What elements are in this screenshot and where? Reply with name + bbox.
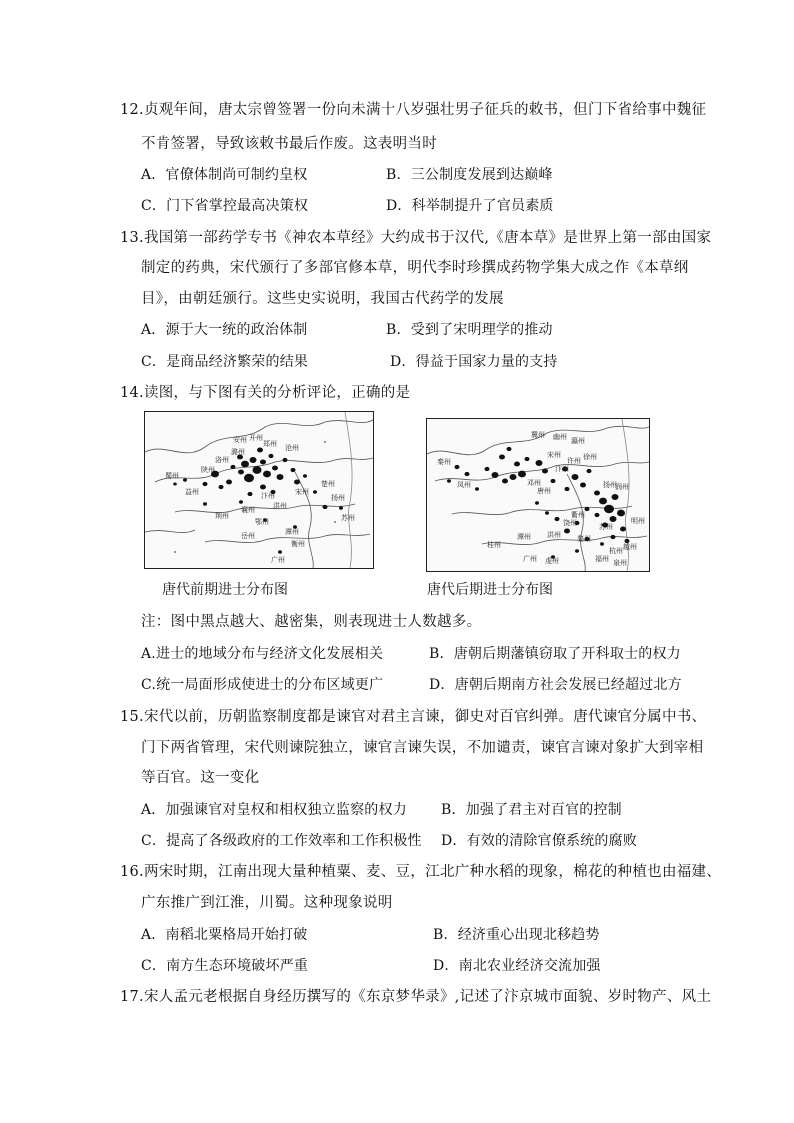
q14-stem-line-1: 14.读图，与下图有关的分析评论，正确的是 [120, 385, 411, 401]
map-place-label: 洪州 [547, 531, 561, 539]
map-place-label: 潭州 [285, 528, 299, 536]
q16-option-b: B．经济重心出现北移趋势 [433, 927, 600, 943]
map-place-label: 宋州 [295, 488, 309, 496]
map-place-label: 桂州 [487, 541, 501, 549]
jinshi-dot [499, 454, 505, 459]
map-place-label: 唐州 [537, 487, 551, 495]
jinshi-dot [604, 505, 614, 514]
map-place-label: 襄州 [241, 506, 255, 514]
jinshi-dot [599, 498, 607, 505]
map-place-label: 益州 [185, 488, 199, 496]
jinshi-dot [565, 487, 570, 491]
q13-stem-line-3: 目》，由朝廷颁行。这些史实说明，我国古代药学的发展 [141, 291, 504, 307]
map-place-label: 徐州 [583, 453, 597, 461]
jinshi-dot [250, 457, 257, 463]
jinshi-dot [277, 474, 284, 480]
q15-stem-line-1: 15.宋代以前，历朝监察制度都是谏官对君主言谏，御史对百官纠弹。唐代谏官分属中书、 [120, 709, 707, 725]
jinshi-dot [620, 526, 626, 531]
q12-stem-line-2: 不肯签署，导致该敕书最后作废。这表明当时 [141, 136, 437, 152]
map-tang-early-jinshi [144, 411, 374, 569]
map-place-label: 越州 [623, 543, 637, 551]
map-place-label: 鄂州 [255, 518, 269, 526]
jinshi-dot [610, 516, 617, 522]
jinshi-dot [510, 474, 517, 480]
jinshi-dot [587, 469, 592, 473]
map-tang-late-jinshi [426, 418, 650, 572]
map-place-label: 邓州 [527, 479, 541, 487]
jinshi-dot [455, 465, 460, 469]
jinshi-dot [525, 457, 530, 461]
jinshi-dot [323, 505, 328, 509]
map-place-label: 苏州 [599, 523, 613, 531]
map-place-label: 洪州 [273, 502, 287, 510]
q12-option-b: B．三公制度发展到达巅峰 [386, 167, 553, 183]
map-place-label: 洛州 [215, 456, 229, 464]
map-place-label: 广州 [271, 556, 285, 564]
map-place-label: 润州 [615, 483, 629, 491]
q16-option-c: C．南方生态环境破坏严重 [141, 958, 309, 974]
map-place-label: 扬州 [603, 481, 617, 489]
jinshi-dot [173, 482, 177, 485]
map-place-label: 楚州 [321, 480, 335, 488]
jinshi-dot [239, 500, 243, 503]
q15-stem-line-3: 等百官。这一变化 [141, 770, 260, 786]
map-place-label: 苏州 [341, 514, 355, 522]
map-place-label: 郑州 [263, 440, 277, 448]
q15-stem-line-2: 门下两省管理，宋代则谏院独立，谏官言谏失误，不加谴责，谏官言谏对象扩大到宰相 [141, 740, 704, 756]
q14-option-c: C.统一局面形成使进士的分布区域更广 [141, 677, 384, 693]
map-left-drawing [145, 412, 373, 568]
map-place-label: 蜀州 [165, 472, 179, 480]
q14-option-b: B．唐朝后期藩镇窃取了开科取士的权力 [429, 646, 681, 662]
q15-option-c: C．提高了各级政府的工作效率和工作积极性 [141, 833, 422, 849]
caption-left-map: 唐代前期进士分布图 [162, 582, 288, 598]
map-right-drawing [427, 419, 649, 571]
q16-stem-line-2: 广东推广到江淮，川蜀。这种现象说明 [141, 895, 393, 911]
jinshi-dot [272, 465, 278, 470]
jinshi-dot [238, 469, 244, 474]
jinshi-dot [257, 447, 263, 452]
jinshi-dot [263, 471, 271, 478]
jinshi-dot [545, 511, 549, 514]
map-place-label: 沧州 [285, 444, 299, 452]
jinshi-dot [294, 479, 300, 484]
jinshi-dot [303, 474, 307, 477]
jinshi-dot [600, 542, 604, 545]
map-place-label: 秦州 [437, 458, 451, 466]
jinshi-dot [278, 550, 282, 553]
map-place-label: 衢州 [571, 511, 585, 519]
map-place-label: 陕州 [201, 466, 215, 474]
jinshi-dot [535, 501, 539, 504]
jinshi-dot [203, 502, 207, 505]
q12-stem-line-1: 12.贞观年间，唐太宗曾签署一份向未满十八岁强壮男子征兵的敕书，但门下省给事中魏征 [120, 102, 707, 118]
map-place-label: 许州 [567, 457, 581, 465]
map-place-label: 杭州 [609, 547, 623, 555]
map-place-label: 凤州 [457, 481, 471, 489]
map-place-label: 开州 [249, 434, 263, 442]
jinshi-dot [594, 490, 600, 495]
jinshi-dot [269, 454, 274, 458]
jinshi-dot [241, 461, 249, 468]
jinshi-dot [585, 507, 590, 511]
map-place-label: 饶州 [563, 519, 577, 527]
q15-option-a: A．加强谏官对皇权和相权独立监察的权力 [141, 802, 407, 818]
caption-right-map: 唐代后期进士分布图 [427, 582, 553, 598]
jinshi-dot [617, 510, 625, 517]
jinshi-dot [475, 487, 479, 490]
map-place-label: 福州 [595, 555, 609, 563]
map-place-label: 衡州 [291, 540, 305, 548]
jinshi-dot [507, 447, 512, 451]
jinshi-dot [253, 466, 262, 474]
q16-option-a: A．南稻北粟格局开始打破 [141, 927, 308, 943]
map-place-label: 潭州 [517, 533, 531, 541]
q13-stem-line-1: 13.我国第一部药学专书《神农本草经》大约成书于汉代,《唐本草》是世界上第一部由国家 [120, 230, 712, 246]
map-place-label: 幽州 [553, 433, 567, 441]
jinshi-dot [465, 472, 470, 476]
jinshi-dot [485, 467, 490, 471]
jinshi-dot [244, 474, 254, 483]
jinshi-dot [575, 549, 579, 552]
jinshi-dot [518, 471, 526, 478]
map-place-label: 虔州 [545, 557, 559, 565]
q15-option-d: D．有效的清除官僚系统的腐败 [441, 833, 638, 849]
map-place-label: 潞州 [231, 448, 245, 456]
jinshi-dot [260, 459, 266, 464]
map-place-label: 荆州 [215, 512, 229, 520]
jinshi-dot [572, 474, 579, 480]
q16-option-d: D．南北农业经济交流加强 [433, 958, 601, 974]
q17-stem-line-1: 17.宋人孟元老根据自身经历撰写的《东京梦华录》,记述了汴京城市面貌、岁时物产、风土 [120, 989, 712, 1005]
jinshi-dot [580, 482, 586, 487]
jinshi-dot [514, 461, 520, 466]
jinshi-dot [226, 479, 232, 484]
q14-option-a: A.进士的地域分布与经济文化发展相关 [141, 646, 384, 662]
jinshi-dot [283, 458, 288, 462]
q13-stem-line-2: 制定的药典，宋代颁行了多部官修本草，明代李时珍撰成药物学集大成之作《本草纲 [141, 260, 689, 276]
jinshi-dot [611, 535, 616, 539]
jinshi-dot [203, 482, 208, 486]
jinshi-dot [595, 513, 600, 517]
jinshi-dot [502, 478, 508, 483]
jinshi-dot [183, 478, 187, 481]
map-place-label: 岳州 [241, 532, 255, 540]
map-place-label: 扬州 [331, 494, 345, 502]
map-place-label: 明州 [631, 517, 645, 525]
q15-option-b: B．加强了君主对百官的控制 [441, 802, 622, 818]
q13-option-d: D．得益于国家力量的支持 [390, 354, 558, 370]
q12-option-a: A．官僚体制尚可制约皇权 [141, 167, 308, 183]
jinshi-dot [339, 506, 343, 509]
jinshi-dot [564, 528, 570, 533]
q12-option-c: C．门下省掌控最高决策权 [141, 198, 309, 214]
q13-option-a: A．源于大一统的政治体制 [141, 322, 308, 338]
jinshi-dot [551, 479, 556, 483]
map-place-label: 汴州 [555, 465, 569, 473]
map-place-label: 宋州 [547, 451, 561, 459]
q13-option-b: B．受到了宋明理学的推动 [386, 322, 553, 338]
map-place-label: 汴州 [261, 492, 275, 500]
jinshi-dot [536, 460, 543, 466]
map-place-label: 瀛州 [571, 437, 585, 445]
jinshi-dot [555, 517, 560, 521]
jinshi-dot [313, 490, 317, 493]
jinshi-dot [612, 494, 619, 500]
q13-option-c: C．是商品经济繁荣的结果 [141, 354, 309, 370]
jinshi-dot [248, 492, 253, 496]
jinshi-dot [542, 468, 548, 473]
q14-option-d: D．唐朝后期南方社会发展已经超过北方 [429, 677, 682, 693]
q16-stem-line-1: 16.两宋时期，江南出现大量种植粟、麦、豆，江北广种水稻的现象，棉花的种植也由福建、 [120, 864, 722, 880]
jinshi-dot [260, 484, 266, 489]
q14-map-note: 注：图中黑点越大、越密集，则表现进士人数越多。 [141, 614, 482, 630]
jinshi-dot [219, 485, 224, 489]
map-place-label: 广州 [523, 555, 537, 563]
map-place-label: 安州 [233, 436, 247, 444]
q12-option-d: D．科举制提升了官员素质 [386, 198, 554, 214]
jinshi-dot [231, 465, 236, 469]
jinshi-dot [492, 472, 499, 478]
map-place-label: 冀州 [531, 431, 545, 439]
map-place-label: 泉州 [613, 559, 627, 567]
map-place-label: 婺州 [577, 535, 591, 543]
jinshi-dot [291, 468, 296, 472]
jinshi-dot [447, 479, 451, 482]
